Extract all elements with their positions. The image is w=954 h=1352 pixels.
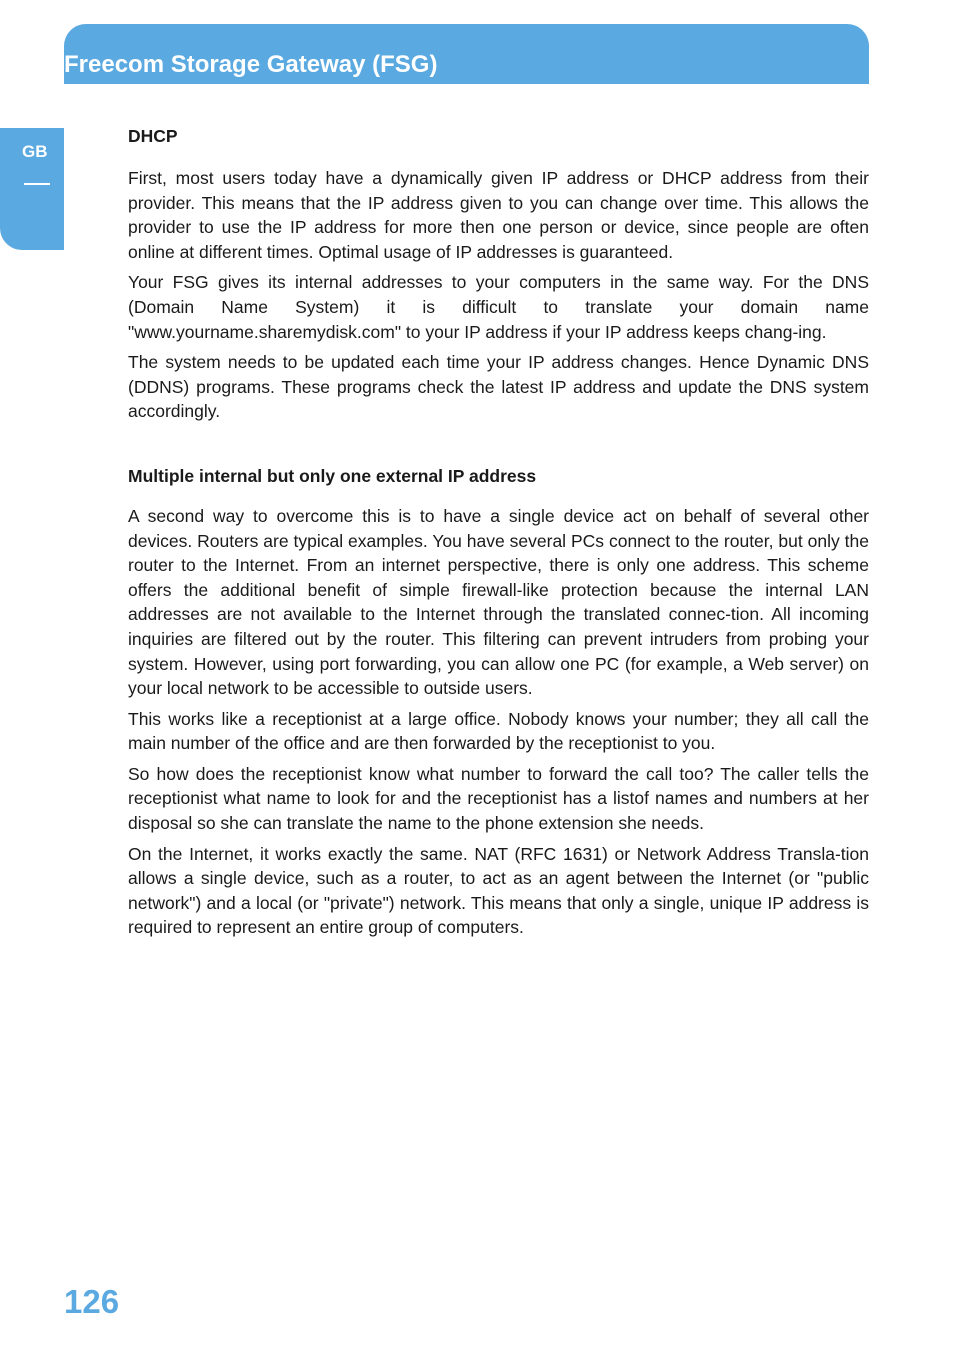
language-divider xyxy=(24,183,50,185)
paragraph: On the Internet, it works exactly the same. NAT (RFC 1631) or Network Address Transla-tion allows a single device, such as a router, to act as an agent between the Internet (or "public network") and a local (or "private") network. This means that only a single, unique IP address is required to represent an entire group of computers. xyxy=(128,843,869,938)
section-heading-dhcp: DHCP xyxy=(128,126,178,146)
page-number: 126 xyxy=(64,1283,120,1320)
paragraph: A second way to overcome this is to have a single device act on behalf of several other devices. Routers are typical examples. You have several PCs connect to the router, but only the router to the Internet. From an internet perspective, there is only one address. This scheme offers the additional benefit of simple firewall-like protection because the internal LAN addresses are not available to the Internet through the translated connec-tion. All incoming inquiries are filtered out by the router. This filtering can prevent intruders from probing your system. However, using port forwarding, you can allow one PC (for example, a Web server) on your local network to be accessible to outside users. xyxy=(128,505,869,699)
paragraph: First, most users today have a dynamically given IP address or DHCP address from their provider. This means that the IP address given to you can change over time. This allows the provider to use the IP address for more then one person or device, since people are often online at different times. Optimal usage of IP addresses is guaranteed. xyxy=(128,168,869,262)
paragraph: This works like a receptionist at a large office. Nobody knows your number; they all call the main number of the office and are then forwarded by the receptionist to you. xyxy=(128,708,869,754)
paragraph: The system needs to be updated each time your IP address changes. Hence Dynamic DNS (DDNS) programs. These programs check the latest IP address and update the DNS system accordingly. xyxy=(128,352,869,422)
section-heading-multiple-ip: Multiple internal but only one external IP address xyxy=(128,465,537,486)
paragraph: So how does the receptionist know what number to forward the call too? The caller tells the receptionist what name to look for and the receptionist has a listof names and numbers at her disposal so she can translate the name to the phone extension she needs. xyxy=(128,763,869,834)
main-content xyxy=(128,124,869,946)
paragraph: Your FSG gives its internal addresses to your computers in the same way. For the DNS (Domain Name System) it is difficult to translate your domain name "www.yourname.sharemydisk.com" to your IP address if your IP address keeps chang-ing. xyxy=(128,272,869,342)
language-label: GB xyxy=(22,142,48,161)
page-title: Freecom Storage Gateway (FSG) xyxy=(64,51,438,78)
